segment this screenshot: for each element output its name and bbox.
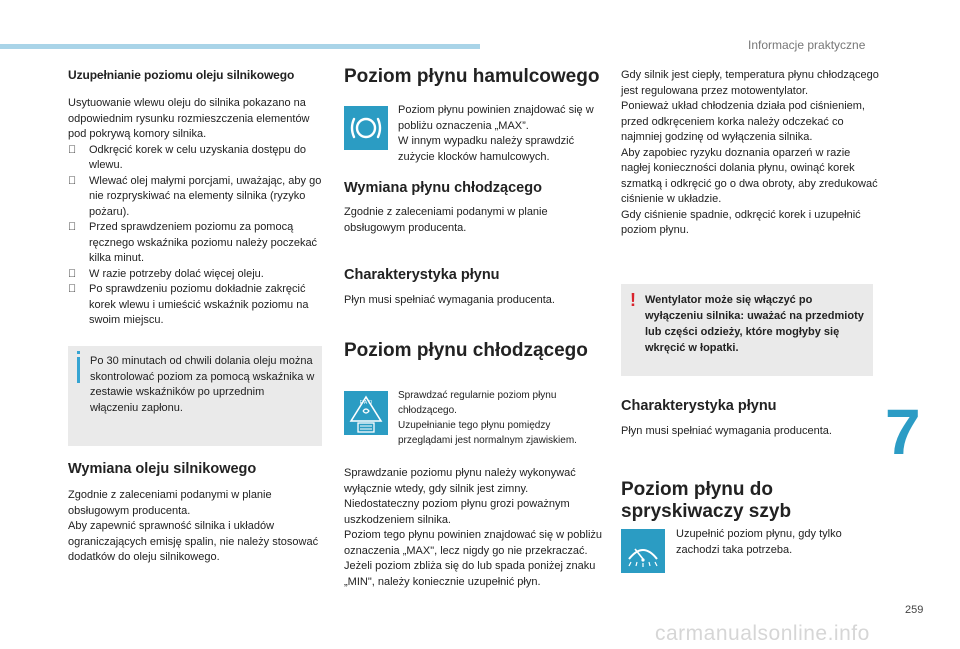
bullet-marker [68,143,76,159]
bullet-marker [68,282,76,298]
info-icon [77,351,80,354]
watermark: carmanualsonline.info [655,622,870,645]
column-oil [68,68,323,329]
washer-fluid-icon [621,529,665,573]
fluid-spec-text-2: Płyn musi spełniać wymagania producenta. [621,425,832,437]
chapter-number: 7 [885,396,921,468]
bullet-marker [68,174,76,190]
list-item: Wlewać olej małymi porcjami, uważając, aby go nie rozpryskiwać na elementy silnika (ryzyko pożaru). [68,174,323,221]
warning-text: Wentylator może się włączyć po wyłączeniu silnika: uważać na przedmioty lub części odzieży, które mogłyby się wkręcić w łopatki. [645,294,864,354]
info-box [68,346,322,446]
section-title: Informacje praktyczne [748,38,866,52]
coolant-icon [344,391,388,435]
list-item: Odkręcić korek w celu uzyskania dostępu do wlewu. [68,143,323,174]
fluid-spec-heading-2: Charakterystyka płynu [621,398,777,414]
brake-section [344,66,604,88]
coolant-heading: Poziom płynu chłodzącego [344,340,588,361]
oil-fill-heading: Uzupełnianie poziomu oleju silnikowego [68,68,295,82]
warning-icon: ! [630,290,636,310]
coolant-change-text: Zgodnie z zaleceniami podanymi w planie obsługowym producenta. [344,206,548,234]
fluid-spec-heading: Charakterystyka płynu [344,267,500,283]
oil-change-section [68,460,323,566]
svg-text:F A O: F A O [359,400,373,406]
coolant-body-text: Sprawdzanie poziomu płynu należy wykonywać wyłącznie wtedy, gdy silnik jest zimny. Niedostateczny poziom płynu grozi poważnym uszkodzeniem silnika. Poziom tego płynu powinien znajdować się w pobliżu oznaczenia „MAX", lecz nigdy go nie przekraczać. Jeżeli poziom zbliża się do lub spada poniżej znaku „MIN", należy koniecznie uzupełnić płyn. [344,467,603,588]
bullet-marker [68,267,76,283]
oil-change-heading: Wymiana oleju silnikowego [68,461,257,477]
info-icon-bar [77,357,80,383]
oil-fill-steps [68,143,323,329]
washer-text: Uzupełnić poziom płynu, gdy tylko zachodzi taka potrzeba. [676,528,842,556]
brake-text: Poziom płynu powinien znajdować się w pobliżu oznaczenia „MAX”. W innym wypadku należy sprawdzić zużycie klocków hamulcowych. [398,104,594,163]
coolant-change-heading: Wymiana płynu chłodzącego [344,180,542,196]
warning-box [621,284,873,376]
list-item: Przed sprawdzeniem poziomu za pomocą ręcznego wskaźnika poziomu należy poczekać kilka minut. [68,220,323,267]
brake-fluid-icon [344,106,388,150]
coolant-icon-text: Sprawdzać regularnie poziom płynu chłodzącego. Uzupełnianie tego płynu pomiędzy przeglądami jest normalnym zjawiskiem. [398,390,577,446]
washer-heading: Poziom płynu do spryskiwaczy szyb [621,479,792,522]
info-text: Po 30 minutach od chwili dolania oleju można skontrolować poziom za pomocą wskaźnika w zestawie wskaźników po uprzednim włączeniu zapłonu. [90,355,315,414]
list-item: W razie potrzeby dolać więcej oleju. [68,267,323,283]
hot-engine-text: Gdy silnik jest ciepły, temperatura płynu chłodzącego jest regulowana przez motowentylator. Ponieważ układ chłodzenia działa pod ciśnieniem, przed odkręceniem korka należy odczekać co najmniej godzinę od wyłączenia silnika. Aby zapobiec ryzyku doznania oparzeń w razie nagłej konieczności dolania płynu, owinąć korek szmatką i odkręcić go o dwa obroty, aby zredukować ciśnienie w układzie. Gdy ciśnienie spadnie, odkręcić korek i uzupełnić poziom płynu. [621,69,879,236]
oil-fill-intro: Usytuowanie wlewu oleju do silnika pokazano na odpowiednim rysunku rozmieszczenia elementów pod pokrywą komory silnika. [68,97,310,140]
page-number: 259 [905,604,924,616]
brake-heading: Poziom płynu hamulcowego [344,66,600,87]
oil-change-text: Zgodnie z zaleceniami podanymi w planie obsługowym producenta. Aby zapewnić sprawność silnika i układów ograniczających emisję spalin, nie należy stosować dodatków do oleju silnikowego. [68,489,319,563]
list-item: Po sprawdzeniu poziomu dokładnie zakręcić korek wlewu i umieścić wskaźnik poziomu na swoim miejscu. [68,282,323,329]
bullet-marker [68,220,76,236]
header-accent-bar [0,44,480,49]
fluid-spec-text: Płyn musi spełniać wymagania producenta. [344,294,555,306]
